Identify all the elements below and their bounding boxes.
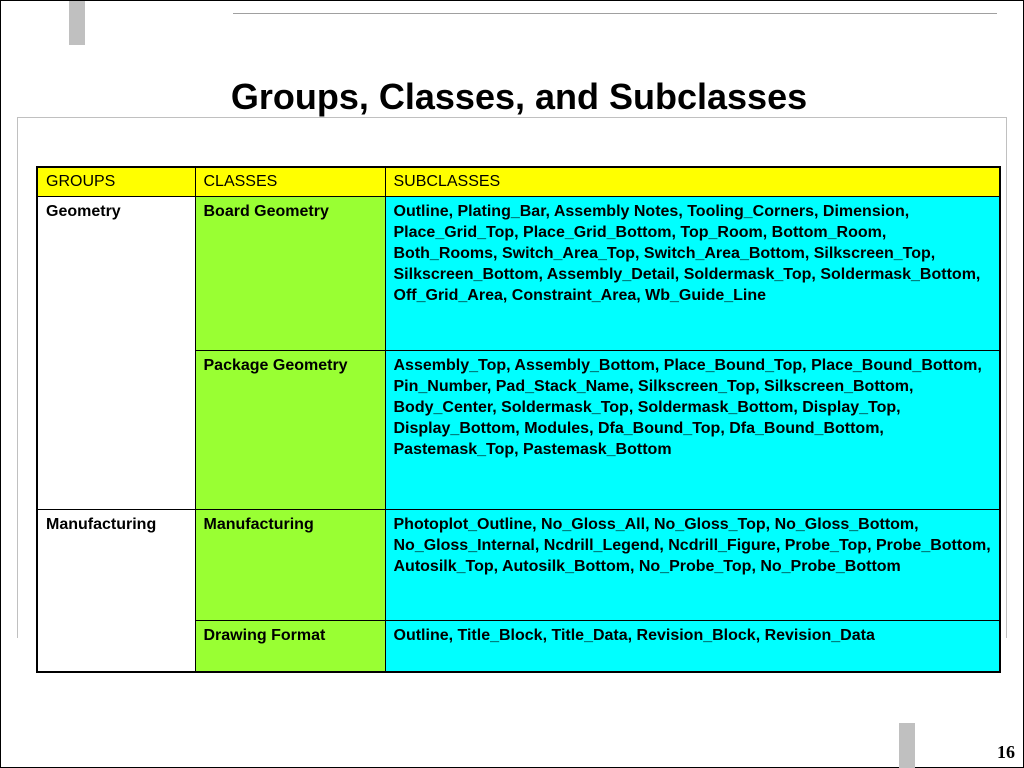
group-cell-manufacturing: Manufacturing <box>37 510 195 673</box>
page-number: 16 <box>997 742 1015 762</box>
class-cell: Package Geometry <box>195 351 385 510</box>
top-accent-bar <box>69 1 85 45</box>
header-subclasses: SUBCLASSES <box>385 167 1000 197</box>
bottom-accent-bar <box>899 723 915 768</box>
classification-table <box>36 166 1001 673</box>
group-cell-geometry: Geometry <box>37 197 195 510</box>
table-row <box>37 510 1000 621</box>
table-header-row <box>37 167 1000 197</box>
subclass-cell: Outline, Title_Block, Title_Data, Revision_Block, Revision_Data <box>385 621 1000 673</box>
class-cell: Manufacturing <box>195 510 385 621</box>
class-cell: Drawing Format <box>195 621 385 673</box>
header-groups: GROUPS <box>37 167 195 197</box>
subclass-cell: Photoplot_Outline, No_Gloss_All, No_Gloss_Top, No_Gloss_Bottom, No_Gloss_Internal, Ncdrill_Legend, Ncdrill_Figure, Probe_Top, Probe_Bottom, Autosilk_Top, Autosilk_Bottom, No_Probe_Top, No_Probe_Bottom <box>385 510 1000 621</box>
slide-title: Groups, Classes, and Subclasses <box>230 76 808 117</box>
subclass-cell: Outline, Plating_Bar, Assembly Notes, Tooling_Corners, Dimension, Place_Grid_Top, Place_Grid_Bottom, Top_Room, Bottom_Room, Both_Rooms, Switch_Area_Top, Switch_Area_Bottom, Silkscreen_Top, Silkscreen_Bottom, Assembly_Detail, Soldermask_Top, Soldermask_Bottom, Off_Grid_Area, Constraint_Area, Wb_Guide_Line <box>385 197 1000 351</box>
table-row <box>37 197 1000 351</box>
top-rule <box>233 13 997 14</box>
header-classes: CLASSES <box>195 167 385 197</box>
subclass-cell: Assembly_Top, Assembly_Bottom, Place_Bound_Top, Place_Bound_Bottom, Pin_Number, Pad_Stack_Name, Silkscreen_Top, Silkscreen_Bottom, Body_Center, Soldermask_Top, Soldermask_Bottom, Display_Top, Display_Bottom, Modules, Dfa_Bound_Top, Dfa_Bound_Bottom, Pastemask_Top, Pastemask_Bottom <box>385 351 1000 510</box>
class-cell: Board Geometry <box>195 197 385 351</box>
